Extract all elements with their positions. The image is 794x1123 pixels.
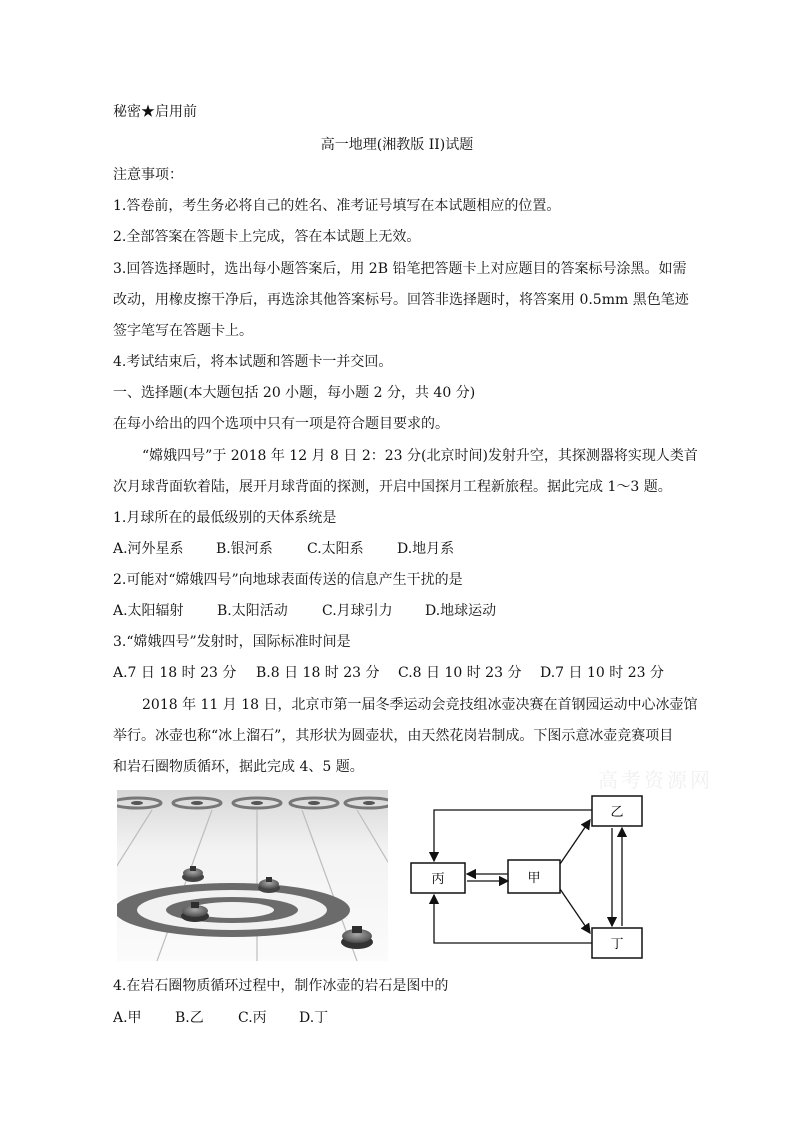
option: D.丁 bbox=[299, 1010, 329, 1026]
passage-2-line: 举行。冰壶也称“冰上溜石”，其形状为圆壶状，由天然花岗岩制成。下图示意冰壶竞赛项目 bbox=[113, 728, 674, 744]
question-3-stem: 3.“嫦娥四号”发射时，国际标准时间是 bbox=[113, 634, 351, 650]
notice-item: 2.全部答案在答题卡上完成，答在本试题上无效。 bbox=[113, 229, 421, 245]
option: B.银河系 bbox=[216, 541, 273, 557]
curling-photo bbox=[117, 790, 388, 961]
option: C.8 日 10 时 23 分 bbox=[398, 665, 522, 681]
secret-label: 秘密★启用前 bbox=[113, 104, 197, 120]
question-1-stem: 1.月球所在的最低级别的天体系统是 bbox=[113, 510, 337, 526]
section-instruction: 在每小给出的四个选项中只有一项是符合题目要求的。 bbox=[113, 416, 449, 432]
option: D.7 日 10 时 23 分 bbox=[540, 665, 664, 681]
notice-item: 改动，用橡皮擦干净后，再选涂其他答案标号。回答非选择题时，将答案用 0.5mm 黑色笔迹 bbox=[113, 292, 689, 308]
notice-item: 3.回答选择题时，选出每小题答案后，用 2B 铅笔把答题卡上对应题目的答案标号涂黑。如需 bbox=[113, 261, 687, 277]
notice-item: 4.考试结束后，将本试题和答题卡一并交回。 bbox=[113, 354, 393, 370]
option: D.地球运动 bbox=[425, 603, 497, 619]
option: A.太阳辐射 bbox=[113, 603, 184, 619]
option: A.7 日 18 时 23 分 bbox=[113, 665, 237, 681]
passage-2-line: 和岩石圈物质循环，据此完成 4、5 题。 bbox=[113, 759, 364, 775]
option: C.丙 bbox=[238, 1010, 267, 1026]
option: B.8 日 18 时 23 分 bbox=[256, 665, 380, 681]
page-title: 高一地理(湘教版 II)试题 bbox=[320, 137, 474, 153]
section-heading: 一、选择题(本大题包括 20 小题，每小题 2 分，共 40 分) bbox=[113, 385, 476, 401]
passage-1-line: “嫦娥四号”于 2018 年 12 月 8 日 2：23 分(北京时间)发射升空，其探测器将实现人类首 bbox=[142, 448, 698, 464]
question-2-stem: 2.可能对“嫦娥四号”向地球表面传送的信息产生干扰的是 bbox=[113, 572, 463, 588]
question-3-options bbox=[113, 664, 664, 682]
option: C.太阳系 bbox=[307, 541, 364, 557]
watermark: 高考资源网 bbox=[598, 768, 713, 792]
question-4-stem: 4.在岩石圈物质循环过程中，制作冰壶的岩石是图中的 bbox=[113, 978, 449, 994]
option: D.地月系 bbox=[397, 541, 455, 557]
notice-item: 签字笔写在答题卡上。 bbox=[113, 323, 253, 339]
rock-cycle-diagram bbox=[405, 788, 655, 964]
label-ding: 丁 bbox=[610, 937, 624, 952]
question-2-options bbox=[113, 602, 496, 620]
label-bing: 丙 bbox=[431, 872, 445, 887]
passage-2-line: 2018 年 11 月 18 日，北京市第一届冬季运动会竞技组冰壶决赛在首钢园运动中心冰壶馆 bbox=[142, 697, 698, 713]
passage-1-line: 次月球背面软着陆，展开月球背面的探测，开启中国探月工程新旅程。据此完成 1～3 题。 bbox=[113, 479, 672, 495]
question-4-options bbox=[113, 1009, 328, 1027]
option: B.乙 bbox=[175, 1010, 204, 1026]
label-jia: 甲 bbox=[527, 871, 541, 886]
notice-heading: 注意事项： bbox=[113, 167, 183, 183]
option: A.甲 bbox=[113, 1010, 142, 1026]
option: B.太阳活动 bbox=[217, 603, 288, 619]
notice-item: 1.答卷前，考生务必将自己的姓名、准考证号填写在本试题相应的位置。 bbox=[113, 198, 561, 214]
label-yi: 乙 bbox=[610, 805, 624, 820]
option: C.月球引力 bbox=[322, 603, 393, 619]
option: A.河外星系 bbox=[113, 541, 184, 557]
question-1-options bbox=[113, 540, 454, 558]
